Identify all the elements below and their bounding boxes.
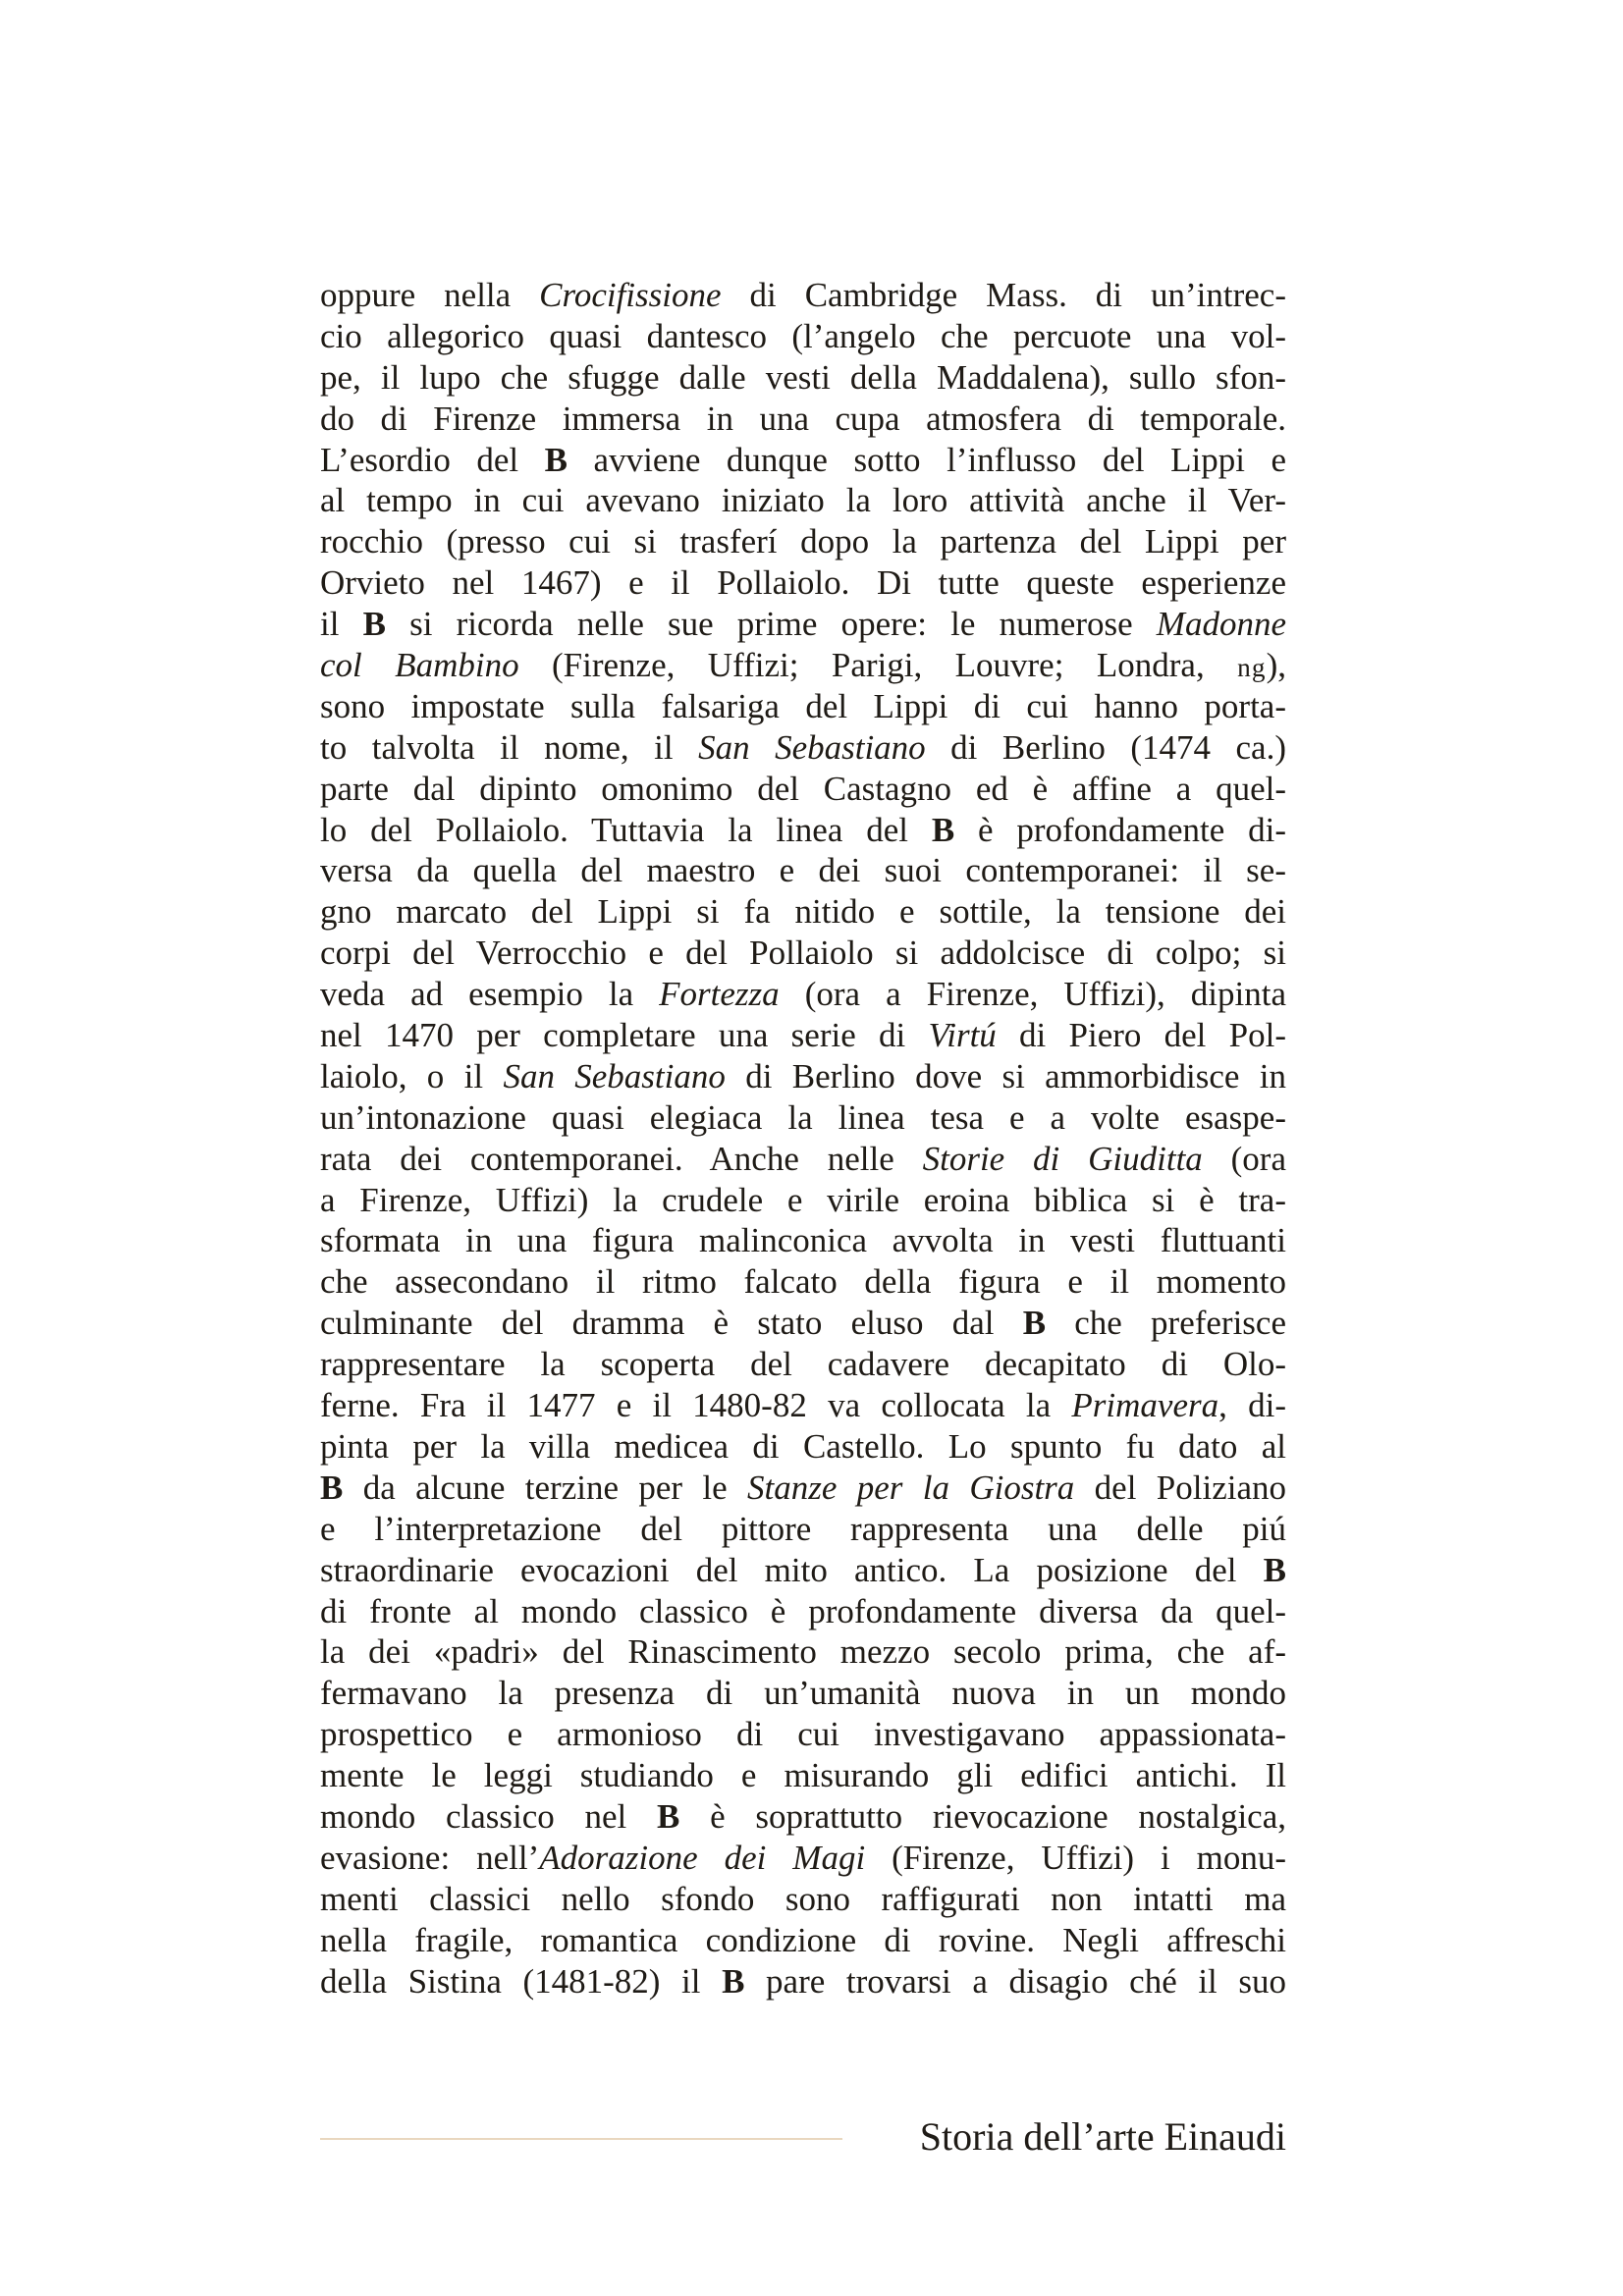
bold-abbrev: B xyxy=(657,1796,680,1836)
italic-title: Primavera xyxy=(1071,1386,1219,1425)
italic-title: Crocifissione xyxy=(539,276,722,314)
text-line xyxy=(320,933,1286,974)
text-line xyxy=(320,357,1286,399)
bold-abbrev: B xyxy=(320,1468,344,1507)
text-line xyxy=(320,316,1286,357)
body-text xyxy=(320,275,1286,2002)
text-line xyxy=(320,1879,1286,1920)
text-line xyxy=(320,604,1286,645)
text-line xyxy=(320,1714,1286,1755)
text-line xyxy=(320,727,1286,769)
bold-abbrev: B xyxy=(1263,1550,1286,1589)
text-line xyxy=(320,1591,1286,1632)
small-caps-abbrev: ng xyxy=(1237,653,1267,683)
text-run: un’intonazione quasi elegiaca la linea tesa e a volte esaspe- xyxy=(320,1097,1286,1137)
text-run: culminante del dramma è stato eluso dal xyxy=(320,1304,1023,1343)
text-run: sono impostate sulla falsariga del Lippi di cui hanno porta- xyxy=(320,686,1286,725)
text-line xyxy=(320,645,1286,686)
italic-title: Fortezza xyxy=(659,975,780,1014)
text-run: al tempo in cui avevano iniziato la loro attività anche il Ver- xyxy=(320,481,1286,520)
text-run: ferne. Fra il 1477 e il 1480-82 va collocata la xyxy=(320,1386,1072,1425)
italic-title: San Sebastiano xyxy=(503,1056,726,1095)
text-run: lo del Pollaiolo. Tuttavia la linea del xyxy=(320,810,932,849)
text-run: (ora a Firenze, Uffizi), dipinta xyxy=(779,975,1286,1014)
text-line xyxy=(320,1550,1286,1591)
text-line xyxy=(320,275,1286,316)
text-run: da alcune terzine per le xyxy=(343,1468,748,1507)
text-run: versa da quella del maestro e dei suoi contemporanei: il se- xyxy=(320,851,1286,890)
italic-title: Madonne xyxy=(1156,605,1286,644)
text-line xyxy=(320,1631,1286,1673)
italic-title: San Sebastiano xyxy=(698,727,926,767)
text-line xyxy=(320,1015,1286,1056)
text-run: pinta per la villa medicea di Castello. Lo spunto fu dato al xyxy=(320,1426,1286,1466)
text-line xyxy=(320,1220,1286,1261)
bold-abbrev: B xyxy=(722,1961,745,2001)
text-run: è profondamente di- xyxy=(954,810,1286,849)
text-run: e l’interpretazione del pittore rappresenta una delle piú xyxy=(320,1509,1286,1548)
text-line xyxy=(320,1755,1286,1796)
text-run: , di- xyxy=(1218,1386,1286,1425)
text-run: (Firenze, Uffizi; Parigi, Louvre; Londra, xyxy=(518,646,1238,685)
text-line xyxy=(320,480,1286,521)
text-run: avviene dunque sotto l’influsso del Lippi e xyxy=(568,440,1286,479)
text-run: laiolo, o il xyxy=(320,1056,504,1095)
text-run: cio allegorico quasi dantesco (l’angelo che percuote una vol- xyxy=(320,316,1286,355)
text-line xyxy=(320,440,1286,481)
text-run: corpi del Verrocchio e del Pollaiolo si addolcisce di colpo; si xyxy=(320,934,1286,973)
bold-abbrev: B xyxy=(544,440,568,479)
text-run: di Berlino (1474 ca.) xyxy=(925,727,1286,767)
text-line xyxy=(320,891,1286,933)
text-run: oppure nella xyxy=(320,276,540,314)
text-run: sformata in una figura malinconica avvolta in vesti fluttuanti xyxy=(320,1221,1286,1260)
text-run: di Berlino dove si ammorbidisce in xyxy=(725,1056,1287,1095)
text-run: mondo classico nel xyxy=(320,1796,657,1836)
text-line xyxy=(320,1097,1286,1139)
text-run: pare trovarsi a disagio ché il suo xyxy=(744,1961,1286,2001)
text-line xyxy=(320,769,1286,810)
text-line xyxy=(320,521,1286,562)
text-run: gno marcato del Lippi si fa nitido e sottile, la tensione dei xyxy=(320,892,1286,932)
italic-title: Stanze per la Giostra xyxy=(747,1468,1075,1507)
text-line xyxy=(320,974,1286,1015)
text-run: il xyxy=(320,605,363,644)
text-line xyxy=(320,1385,1286,1426)
text-run: a Firenze, Uffizi) la crudele e virile eroina biblica si è tra- xyxy=(320,1180,1286,1219)
text-run: nella fragile, romantica condizione di rovine. Negli affreschi xyxy=(320,1920,1286,1959)
text-run: prospettico e armonioso di cui investigavano appassionata- xyxy=(320,1715,1286,1754)
bold-abbrev: B xyxy=(362,605,386,644)
text-run: è soprattutto rievocazione nostalgica, xyxy=(679,1796,1286,1836)
text-run: che preferisce xyxy=(1046,1304,1286,1343)
text-run: la dei «padri» del Rinascimento mezzo secolo prima, che af- xyxy=(320,1632,1286,1672)
text-run: evasione: nell’ xyxy=(320,1838,540,1877)
text-line xyxy=(320,399,1286,440)
text-run: della Sistina (1481-82) il xyxy=(320,1961,723,2001)
text-line xyxy=(320,1180,1286,1221)
text-run: di Cambridge Mass. di un’intrec- xyxy=(721,276,1286,314)
bold-abbrev: B xyxy=(931,810,955,849)
text-line xyxy=(320,1920,1286,1961)
text-line xyxy=(320,1838,1286,1879)
text-run: ), xyxy=(1266,646,1287,685)
italic-title: Adorazione dei Magi xyxy=(539,1838,866,1877)
text-line xyxy=(320,1056,1286,1097)
text-run: L’esordio del xyxy=(320,440,545,479)
text-line xyxy=(320,1509,1286,1550)
bold-abbrev: B xyxy=(1022,1304,1047,1343)
footer-rule xyxy=(320,2138,842,2140)
text-line xyxy=(320,1426,1286,1468)
text-line xyxy=(320,1139,1286,1180)
text-run: do di Firenze immersa in una cupa atmosfera di temporale. xyxy=(320,399,1286,438)
text-run: straordinarie evocazioni del mito antico. La posizione del xyxy=(320,1550,1264,1589)
text-run: veda ad esempio la xyxy=(320,975,660,1014)
text-line xyxy=(320,1344,1286,1385)
text-line xyxy=(320,850,1286,891)
text-line xyxy=(320,1961,1286,2002)
text-line xyxy=(320,686,1286,727)
text-line xyxy=(320,1303,1286,1344)
text-run: del Poliziano xyxy=(1074,1468,1286,1507)
italic-title: Virtú xyxy=(928,1016,997,1055)
text-line xyxy=(320,810,1286,851)
text-line xyxy=(320,1673,1286,1714)
text-run: nel 1470 per completare una serie di xyxy=(320,1016,929,1055)
text-line xyxy=(320,1468,1286,1509)
text-run: rata dei contemporanei. Anche nelle xyxy=(320,1139,923,1178)
text-line xyxy=(320,1261,1286,1303)
text-run: Orvieto nel 1467) e il Pollaiolo. Di tutte queste esperienze xyxy=(320,563,1286,603)
text-run: parte dal dipinto omonimo del Castagno ed è affine a quel- xyxy=(320,769,1286,808)
italic-title: Storie di Giuditta xyxy=(922,1139,1203,1178)
text-run: to talvolta il nome, il xyxy=(320,727,699,767)
text-run: fermavano la presenza di un’umanità nuova in un mondo xyxy=(320,1674,1286,1713)
text-run: rocchio (presso cui si trasferí dopo la partenza del Lippi per xyxy=(320,522,1286,561)
text-run: menti classici nello sfondo sono raffigurati non intatti ma xyxy=(320,1879,1286,1918)
text-run: (ora xyxy=(1202,1139,1286,1178)
text-run: che assecondano il ritmo falcato della figura e il momento xyxy=(320,1262,1286,1302)
text-run: (Firenze, Uffizi) i monu- xyxy=(865,1838,1286,1877)
italic-title: col Bambino xyxy=(320,646,519,685)
text-run: si ricorda nelle sue prime opere: le numerose xyxy=(385,605,1157,644)
text-run: pe, il lupo che sfugge dalle vesti della Maddalena), sullo sfon- xyxy=(320,357,1286,397)
text-run: di fronte al mondo classico è profondamente diversa da quel- xyxy=(320,1591,1286,1630)
text-run: di Piero del Pol- xyxy=(996,1016,1286,1055)
footer-title: Storia dell’arte Einaudi xyxy=(919,2114,1286,2159)
text-line xyxy=(320,1796,1286,1838)
text-line xyxy=(320,562,1286,604)
text-run: rappresentare la scoperta del cadavere decapitato di Olo- xyxy=(320,1345,1286,1384)
text-run: mente le leggi studiando e misurando gli edifici antichi. Il xyxy=(320,1756,1286,1795)
